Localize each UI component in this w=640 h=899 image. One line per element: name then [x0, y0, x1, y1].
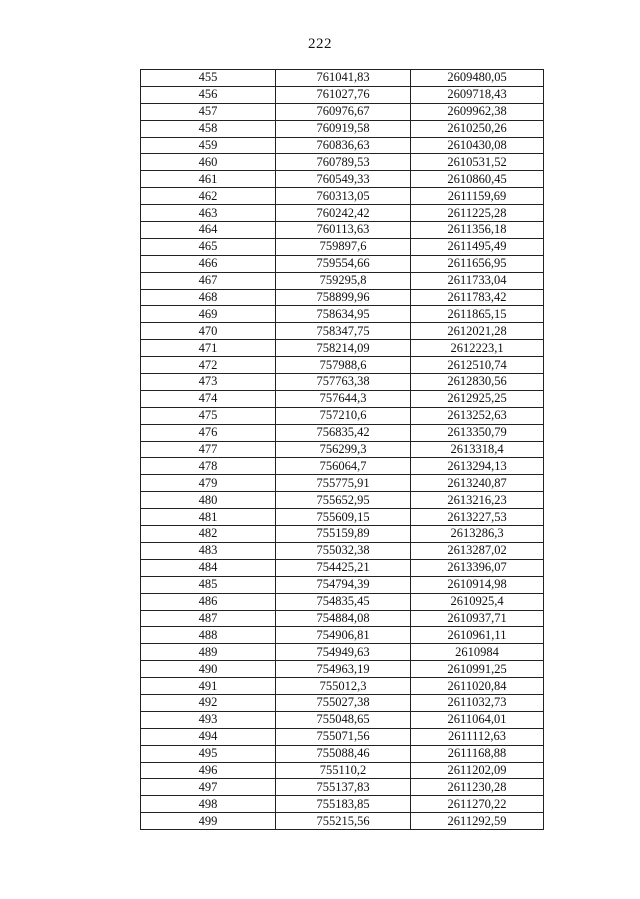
table-row	[141, 120, 544, 137]
point-number-cell: 472	[141, 357, 276, 374]
x-coordinate-cell: 757763,38	[276, 374, 411, 391]
x-coordinate-cell: 755110,2	[276, 762, 411, 779]
table-row	[141, 255, 544, 272]
x-coordinate-cell: 761041,83	[276, 70, 411, 87]
y-coordinate-cell: 2611230,28	[411, 779, 544, 796]
point-number-cell: 464	[141, 222, 276, 239]
y-coordinate-cell: 2611733,04	[411, 272, 544, 289]
x-coordinate-cell: 755609,15	[276, 509, 411, 526]
table-row	[141, 458, 544, 475]
y-coordinate-cell: 2610984	[411, 644, 544, 661]
x-coordinate-cell: 754963,19	[276, 661, 411, 678]
y-coordinate-cell: 2613240,87	[411, 475, 544, 492]
x-coordinate-cell: 760113,63	[276, 222, 411, 239]
table-row	[141, 610, 544, 627]
point-number-cell: 456	[141, 86, 276, 103]
x-coordinate-cell: 758347,75	[276, 323, 411, 340]
y-coordinate-cell: 2613350,79	[411, 424, 544, 441]
table-row	[141, 694, 544, 711]
y-coordinate-cell: 2613216,23	[411, 492, 544, 509]
point-number-cell: 461	[141, 171, 276, 188]
y-coordinate-cell: 2610430,08	[411, 137, 544, 154]
table-row	[141, 357, 544, 374]
x-coordinate-cell: 756299,3	[276, 441, 411, 458]
y-coordinate-cell: 2611032,73	[411, 694, 544, 711]
y-coordinate-cell: 2612510,74	[411, 357, 544, 374]
y-coordinate-cell: 2611112,63	[411, 728, 544, 745]
point-number-cell: 477	[141, 441, 276, 458]
point-number-cell: 499	[141, 813, 276, 830]
table-row	[141, 306, 544, 323]
x-coordinate-cell: 757644,3	[276, 390, 411, 407]
x-coordinate-cell: 760789,53	[276, 154, 411, 171]
y-coordinate-cell: 2613227,53	[411, 509, 544, 526]
point-number-cell: 487	[141, 610, 276, 627]
x-coordinate-cell: 758214,09	[276, 340, 411, 357]
page-number: 222	[308, 36, 332, 52]
x-coordinate-cell: 760919,58	[276, 120, 411, 137]
point-number-cell: 475	[141, 407, 276, 424]
x-coordinate-cell: 758899,96	[276, 289, 411, 306]
y-coordinate-cell: 2613318,4	[411, 441, 544, 458]
table-row	[141, 374, 544, 391]
point-number-cell: 476	[141, 424, 276, 441]
table-row	[141, 526, 544, 543]
point-number-cell: 470	[141, 323, 276, 340]
point-number-cell: 492	[141, 694, 276, 711]
table-row	[141, 171, 544, 188]
x-coordinate-cell: 760242,42	[276, 205, 411, 222]
y-coordinate-cell: 2613287,02	[411, 542, 544, 559]
x-coordinate-cell: 757210,6	[276, 407, 411, 424]
table-row	[141, 745, 544, 762]
y-coordinate-cell: 2612021,28	[411, 323, 544, 340]
x-coordinate-cell: 759295,8	[276, 272, 411, 289]
point-number-cell: 481	[141, 509, 276, 526]
x-coordinate-cell: 757988,6	[276, 357, 411, 374]
table-row	[141, 137, 544, 154]
y-coordinate-cell: 2611064,01	[411, 711, 544, 728]
coordinates-table-container	[140, 69, 544, 830]
y-coordinate-cell: 2612830,56	[411, 374, 544, 391]
table-row	[141, 678, 544, 695]
table-row	[141, 492, 544, 509]
table-row	[141, 390, 544, 407]
point-number-cell: 478	[141, 458, 276, 475]
table-row	[141, 222, 544, 239]
point-number-cell: 457	[141, 103, 276, 120]
y-coordinate-cell: 2610531,52	[411, 154, 544, 171]
x-coordinate-cell: 755012,3	[276, 678, 411, 695]
y-coordinate-cell: 2611356,18	[411, 222, 544, 239]
point-number-cell: 455	[141, 70, 276, 87]
table-row	[141, 762, 544, 779]
y-coordinate-cell: 2611159,69	[411, 188, 544, 205]
x-coordinate-cell: 756835,42	[276, 424, 411, 441]
point-number-cell: 482	[141, 526, 276, 543]
table-row	[141, 424, 544, 441]
y-coordinate-cell: 2612925,25	[411, 390, 544, 407]
x-coordinate-cell: 755215,56	[276, 813, 411, 830]
table-row	[141, 813, 544, 830]
y-coordinate-cell: 2611225,28	[411, 205, 544, 222]
point-number-cell: 466	[141, 255, 276, 272]
x-coordinate-cell: 755027,38	[276, 694, 411, 711]
y-coordinate-cell: 2611495,49	[411, 238, 544, 255]
y-coordinate-cell: 2613396,07	[411, 559, 544, 576]
table-row	[141, 627, 544, 644]
table-row	[141, 205, 544, 222]
point-number-cell: 489	[141, 644, 276, 661]
y-coordinate-cell: 2609718,43	[411, 86, 544, 103]
x-coordinate-cell: 755652,95	[276, 492, 411, 509]
point-number-cell: 485	[141, 576, 276, 593]
x-coordinate-cell: 755159,89	[276, 526, 411, 543]
table-row	[141, 86, 544, 103]
point-number-cell: 483	[141, 542, 276, 559]
table-row	[141, 576, 544, 593]
point-number-cell: 488	[141, 627, 276, 644]
point-number-cell: 495	[141, 745, 276, 762]
table-row	[141, 509, 544, 526]
table-row	[141, 728, 544, 745]
x-coordinate-cell: 754906,81	[276, 627, 411, 644]
y-coordinate-cell: 2611783,42	[411, 289, 544, 306]
x-coordinate-cell: 754884,08	[276, 610, 411, 627]
x-coordinate-cell: 761027,76	[276, 86, 411, 103]
point-number-cell: 469	[141, 306, 276, 323]
x-coordinate-cell: 755048,65	[276, 711, 411, 728]
x-coordinate-cell: 755071,56	[276, 728, 411, 745]
x-coordinate-cell: 755775,91	[276, 475, 411, 492]
table-row	[141, 779, 544, 796]
point-number-cell: 497	[141, 779, 276, 796]
x-coordinate-cell: 760313,05	[276, 188, 411, 205]
point-number-cell: 480	[141, 492, 276, 509]
x-coordinate-cell: 760836,63	[276, 137, 411, 154]
table-row	[141, 796, 544, 813]
y-coordinate-cell: 2612223,1	[411, 340, 544, 357]
table-row	[141, 340, 544, 357]
x-coordinate-cell: 758634,95	[276, 306, 411, 323]
table-row	[141, 289, 544, 306]
point-number-cell: 465	[141, 238, 276, 255]
x-coordinate-cell: 760549,33	[276, 171, 411, 188]
y-coordinate-cell: 2610961,11	[411, 627, 544, 644]
y-coordinate-cell: 2610914,98	[411, 576, 544, 593]
table-row	[141, 441, 544, 458]
x-coordinate-cell: 760976,67	[276, 103, 411, 120]
x-coordinate-cell: 759554,66	[276, 255, 411, 272]
y-coordinate-cell: 2611168,88	[411, 745, 544, 762]
table-row	[141, 272, 544, 289]
x-coordinate-cell: 754949,63	[276, 644, 411, 661]
y-coordinate-cell: 2610250,26	[411, 120, 544, 137]
table-row	[141, 542, 544, 559]
point-number-cell: 479	[141, 475, 276, 492]
table-row	[141, 70, 544, 87]
point-number-cell: 496	[141, 762, 276, 779]
table-row	[141, 711, 544, 728]
point-number-cell: 463	[141, 205, 276, 222]
point-number-cell: 471	[141, 340, 276, 357]
x-coordinate-cell: 754425,21	[276, 559, 411, 576]
y-coordinate-cell: 2611865,15	[411, 306, 544, 323]
y-coordinate-cell: 2611656,95	[411, 255, 544, 272]
point-number-cell: 459	[141, 137, 276, 154]
x-coordinate-cell: 754794,39	[276, 576, 411, 593]
point-number-cell: 460	[141, 154, 276, 171]
x-coordinate-cell: 754835,45	[276, 593, 411, 610]
y-coordinate-cell: 2613252,63	[411, 407, 544, 424]
coordinates-table	[140, 69, 544, 830]
y-coordinate-cell: 2610860,45	[411, 171, 544, 188]
x-coordinate-cell: 755183,85	[276, 796, 411, 813]
coordinates-table-body	[141, 70, 544, 830]
point-number-cell: 491	[141, 678, 276, 695]
y-coordinate-cell: 2611292,59	[411, 813, 544, 830]
table-row	[141, 559, 544, 576]
y-coordinate-cell: 2610991,25	[411, 661, 544, 678]
table-row	[141, 407, 544, 424]
x-coordinate-cell: 756064,7	[276, 458, 411, 475]
table-row	[141, 238, 544, 255]
point-number-cell: 474	[141, 390, 276, 407]
table-row	[141, 323, 544, 340]
table-row	[141, 154, 544, 171]
point-number-cell: 484	[141, 559, 276, 576]
x-coordinate-cell: 755088,46	[276, 745, 411, 762]
table-row	[141, 661, 544, 678]
x-coordinate-cell: 755032,38	[276, 542, 411, 559]
point-number-cell: 468	[141, 289, 276, 306]
point-number-cell: 493	[141, 711, 276, 728]
y-coordinate-cell: 2613286,3	[411, 526, 544, 543]
point-number-cell: 462	[141, 188, 276, 205]
table-row	[141, 188, 544, 205]
point-number-cell: 490	[141, 661, 276, 678]
y-coordinate-cell: 2610937,71	[411, 610, 544, 627]
y-coordinate-cell: 2609962,38	[411, 103, 544, 120]
table-row	[141, 475, 544, 492]
y-coordinate-cell: 2609480,05	[411, 70, 544, 87]
table-row	[141, 644, 544, 661]
y-coordinate-cell: 2613294,13	[411, 458, 544, 475]
point-number-cell: 486	[141, 593, 276, 610]
point-number-cell: 467	[141, 272, 276, 289]
point-number-cell: 458	[141, 120, 276, 137]
x-coordinate-cell: 755137,83	[276, 779, 411, 796]
point-number-cell: 498	[141, 796, 276, 813]
x-coordinate-cell: 759897,6	[276, 238, 411, 255]
table-row	[141, 103, 544, 120]
y-coordinate-cell: 2610925,4	[411, 593, 544, 610]
table-row	[141, 593, 544, 610]
point-number-cell: 473	[141, 374, 276, 391]
y-coordinate-cell: 2611270,22	[411, 796, 544, 813]
point-number-cell: 494	[141, 728, 276, 745]
y-coordinate-cell: 2611202,09	[411, 762, 544, 779]
y-coordinate-cell: 2611020,84	[411, 678, 544, 695]
